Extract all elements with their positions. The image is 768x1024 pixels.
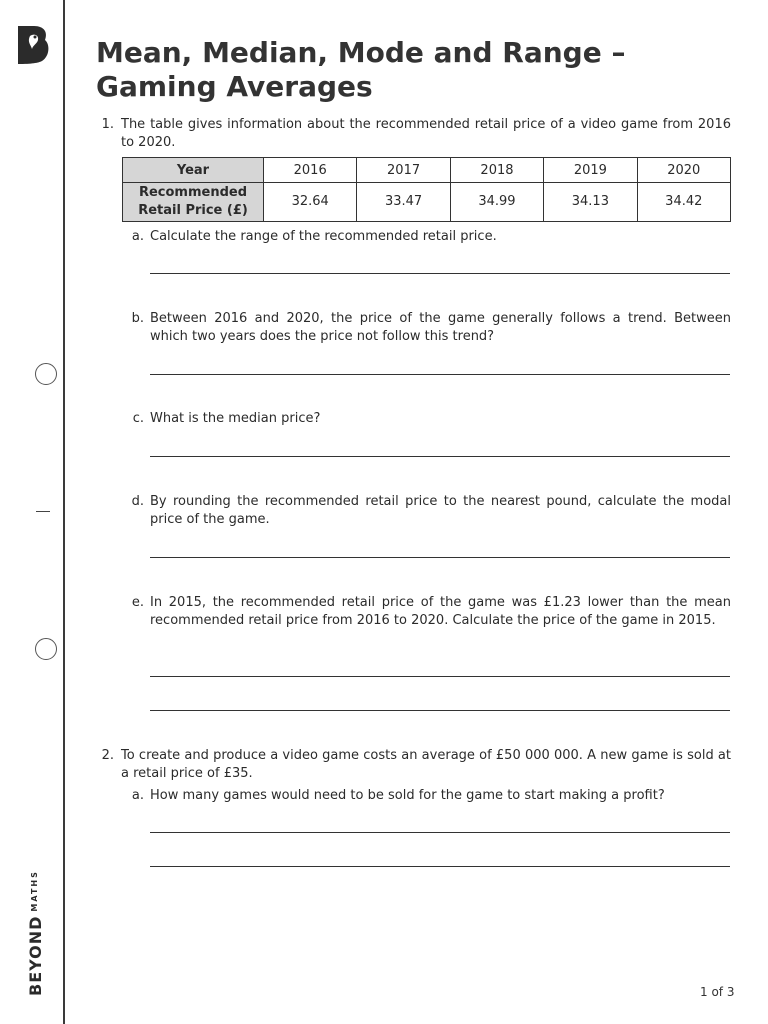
punch-hole-bottom <box>35 638 57 660</box>
table-cell: 34.13 <box>544 183 637 222</box>
table-header-year: Year <box>123 158 264 183</box>
answer-line[interactable] <box>150 676 730 677</box>
part-label: b. <box>131 311 144 326</box>
table-cell: 34.99 <box>450 183 543 222</box>
part-c-text: What is the median price? <box>150 411 321 426</box>
brand-word-beyond: BEYOND <box>26 915 45 996</box>
part-label: a. <box>131 788 144 803</box>
answer-line[interactable] <box>150 456 730 457</box>
answer-line[interactable] <box>150 710 730 711</box>
answer-line[interactable] <box>150 374 730 375</box>
part-a-text: Calculate the range of the recommended retail price. <box>150 229 497 244</box>
table-cell: 33.47 <box>357 183 450 222</box>
beyond-logo-icon <box>14 24 50 64</box>
part-label: e. <box>131 595 144 610</box>
table-cell: 2020 <box>637 158 730 183</box>
page-title: Mean, Median, Mode and Range – Gaming Averages <box>96 36 626 103</box>
answer-line[interactable] <box>150 832 730 833</box>
part-e-text: In 2015, the recommended retail price of the game was £1.23 lower than the mean recommended retail price from 2016 to 2020. Calculate the price of the game in 2015. <box>150 595 731 628</box>
answer-line[interactable] <box>150 866 730 867</box>
table-cell: 2019 <box>544 158 637 183</box>
table-row <box>123 183 731 222</box>
question-2-number: 2. <box>101 748 114 763</box>
table-cell: 2017 <box>357 158 450 183</box>
question-1-number: 1. <box>101 117 114 132</box>
question-1-text: The table gives information about the recommended retail price of a video game from 2016 to 2020. <box>121 117 731 150</box>
table-cell: 32.64 <box>264 183 357 222</box>
part-label: a. <box>131 229 144 244</box>
answer-line[interactable] <box>150 273 730 274</box>
brand-word-maths: MATHS <box>30 870 39 912</box>
answer-line[interactable] <box>150 557 730 558</box>
table-header-price: Recommended Retail Price (£) <box>123 183 264 222</box>
punch-hole-top <box>35 363 57 385</box>
page-number: 1 of 3 <box>700 985 735 999</box>
part-label: d. <box>131 494 144 509</box>
price-table <box>122 157 731 222</box>
margin-line <box>63 0 65 1024</box>
question-2-text: To create and produce a video game costs an average of £50 000 000. A new game is sold at a retail price of £35. <box>121 748 731 781</box>
part-d-text: By rounding the recommended retail price to the nearest pound, calculate the modal price of the game. <box>150 494 731 527</box>
fold-mark <box>36 511 50 512</box>
q2-part-a-text: How many games would need to be sold for the game to start making a profit? <box>150 788 665 803</box>
part-b-text: Between 2016 and 2020, the price of the game generally follows a trend. Between which two years does the price not follow this trend? <box>150 311 731 344</box>
table-cell: 2018 <box>450 158 543 183</box>
table-row <box>123 158 731 183</box>
table-cell: 2016 <box>264 158 357 183</box>
table-cell: 34.42 <box>637 183 730 222</box>
part-label: c. <box>132 411 144 426</box>
brand-vertical <box>26 870 45 996</box>
